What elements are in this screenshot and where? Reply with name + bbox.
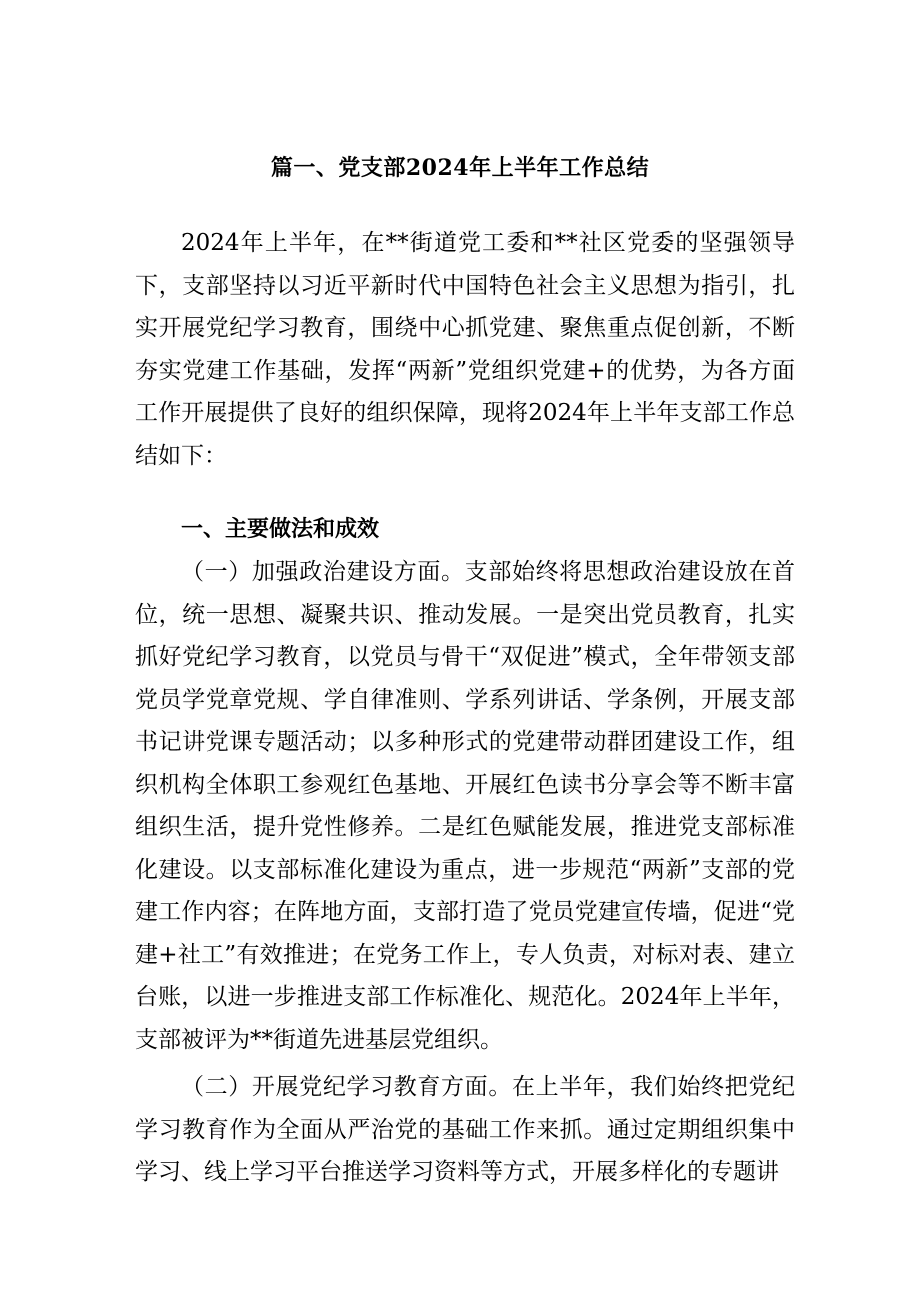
section-paragraph-political-building: （一）加强政治建设方面。支部始终将思想政治建设放在首位，统一思想、凝聚共识、推动发展。一是突出党员教育，扎实抓好党纪学习教育，以党员与骨干“双促进”模式，全年带领支部党员学党章党规、学自律准则、学系列讲话、学条例，开展支部书记讲党课专题活动；以多种形式的党建带动群团建设工作，组织机构全体职工参观红色基地、开展红色读书分享会等不断丰富组织生活，提升党性修养。二是红色赋能发展，推进党支部标准化建设。以支部标准化建设为重点，进一步规范“两新”支部的党建工作内容；在阵地方面，支部打造了党员党建宣传墙，促进“党建+社工”有效推进；在党务工作上，专人负责，对标对表、建立台账，以进一步推进支部工作标准化、规范化。2024年上半年，支部被评为**街道先进基层党组织。 <box>135 559 795 1053</box>
section-paragraph-discipline-education: （二）开展党纪学习教育方面。在上半年，我们始终把党纪学习教育作为全面从严治党的基础工作来抓。通过定期组织集中学习、线上学习平台推送学习资料等方式，开展多样化的专题讲 <box>135 1074 795 1185</box>
document-title: 篇一、党支部2024年上半年工作总结 <box>270 155 650 181</box>
section-heading: 一、主要做法和成效 <box>181 516 380 542</box>
intro-paragraph: 2024年上半年，在**街道党工委和**社区党委的坚强领导下，支部坚持以习近平新时代中国特色社会主义思想为指引，扎实开展党纪学习教育，围绕中心抓党建、聚焦重点促创新，不断夯实党建工作基础，发挥“两新”党组织党建+的优势，为各方面工作开展提供了良好的组织保障，现将2024年上半年支部工作总结如下： <box>135 230 795 469</box>
